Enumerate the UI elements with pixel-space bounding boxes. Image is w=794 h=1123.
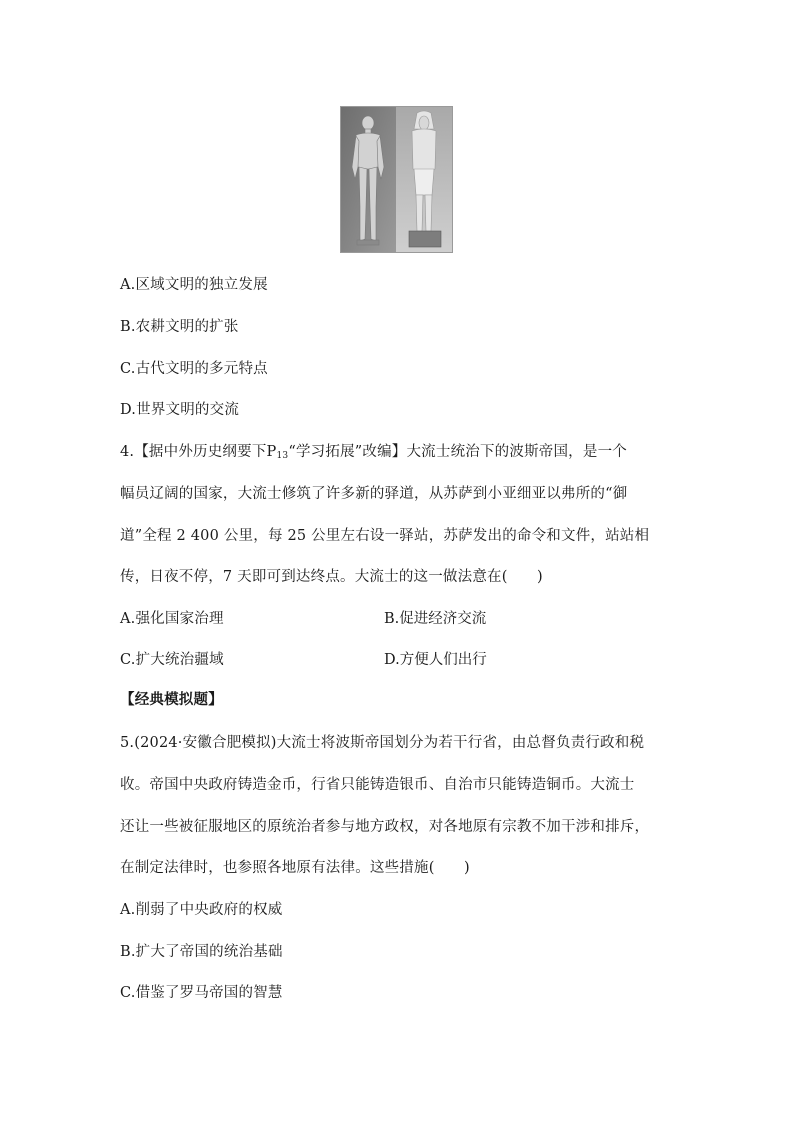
q4-stem-line-4: 传，日夜不停，7 天即可到达终点。大流士的这一做法意在( ) <box>120 569 543 585</box>
q5-option-c: C.借鉴了罗马帝国的智慧 <box>120 985 283 1001</box>
q5-option-b: B.扩大了帝国的统治基础 <box>120 944 283 960</box>
q3-option-c: C.古代文明的多元特点 <box>120 361 268 377</box>
q3-option-a: A.区域文明的独立发展 <box>120 277 268 293</box>
q5-stem-line-2: 收。帝国中央政府铸造金币，行省只能铸造银币、自治市只能铸造铜币。大流士 <box>120 777 635 793</box>
q4-option-a: A.强化国家治理 <box>120 611 224 627</box>
q5-stem-line-1: 5.(2024·安徽合肥模拟)大流士将波斯帝国划分为若干行省，由总督负责行政和税 <box>120 735 645 751</box>
q5-option-a: A.削弱了中央政府的权威 <box>120 902 283 918</box>
q3-option-d: D.世界文明的交流 <box>120 402 240 418</box>
statues-illustration <box>341 107 452 252</box>
q5-stem-line-4: 在制定法律时，也参照各地原有法律。这些措施( ) <box>120 860 470 876</box>
q4-stem-line-2: 幅员辽阔的国家，大流士修筑了许多新的驿道，从苏萨到小亚细亚以弗所的“御 <box>120 486 628 502</box>
section-heading: 【经典模拟题】 <box>120 691 223 708</box>
q4-page-subscript: 13 <box>276 451 289 461</box>
statues-photo <box>340 106 453 253</box>
q4-stem-line-3: 道”全程 2 400 公里，每 25 公里左右设一驿站，苏萨发出的命令和文件，站站相 <box>120 528 650 544</box>
q4-option-b: B.促进经济交流 <box>384 611 487 627</box>
q5-stem-line-3: 还让一些被征服地区的原统治者参与地方政权，对各地原有宗教不加干涉和排斥， <box>120 819 650 835</box>
q4-stem-line-1 <box>120 442 627 466</box>
q4-stem-suffix: “学习拓展”改编】大流士统治下的波斯帝国，是一个 <box>288 444 627 460</box>
q3-option-b: B.农耕文明的扩张 <box>120 319 239 335</box>
q4-option-d: D.方便人们出行 <box>384 652 487 668</box>
q4-stem-prefix: 4.【据中外历史纲要下P <box>120 444 277 460</box>
q4-option-c: C.扩大统治疆域 <box>120 652 224 668</box>
